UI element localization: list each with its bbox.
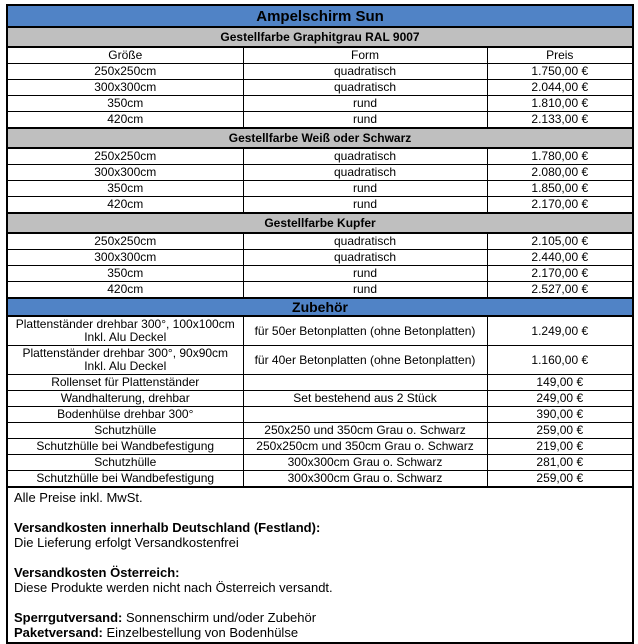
size-cell: 350cm [7, 181, 243, 197]
price-cell: 249,00 € [487, 391, 633, 407]
table-row [7, 165, 633, 181]
accessories-title: Zubehör [7, 298, 633, 316]
bulky-shipping-label: Sperrgutversand: [14, 610, 123, 625]
description-cell: für 40er Betonplatten (ohne Betonplatten) [243, 346, 487, 375]
description-cell: 250x250cm und 350cm Grau o. Schwarz [243, 439, 487, 455]
section-header-weiss-schwarz: Gestellfarbe Weiß oder Schwarz [7, 128, 633, 148]
price-cell: 281,00 € [487, 455, 633, 471]
form-cell: rund [243, 266, 487, 282]
item-cell: Wandhalterung, drehbar [7, 391, 243, 407]
section-header-kupfer: Gestellfarbe Kupfer [7, 213, 633, 233]
shipping-germany-text: Die Lieferung erfolgt Versandkostenfrei [14, 535, 239, 550]
parcel-shipping-text: Einzelbestellung von Bodenhülse [106, 625, 299, 640]
size-cell: 300x300cm [7, 250, 243, 266]
item-cell: Bodenhülse drehbar 300° [7, 407, 243, 423]
form-cell: quadratisch [243, 165, 487, 181]
price-cell: 1.249,00 € [487, 316, 633, 346]
vat-note: Alle Preise inkl. MwSt. [14, 490, 143, 505]
section-header-row-weiss-schwarz [7, 128, 633, 148]
form-cell: rund [243, 197, 487, 214]
table-row [7, 233, 633, 250]
price-cell: 2.133,00 € [487, 112, 633, 129]
item-cell: Schutzhülle bei Wandbefestigung [7, 471, 243, 488]
description-cell [243, 407, 487, 423]
accessory-row [7, 439, 633, 455]
size-cell: 420cm [7, 282, 243, 299]
price-cell: 219,00 € [487, 439, 633, 455]
section-header-graphitgrau: Gestellfarbe Graphitgrau RAL 9007 [7, 27, 633, 47]
form-cell: quadratisch [243, 64, 487, 80]
price-cell: 1.750,00 € [487, 64, 633, 80]
parcel-shipping-line [14, 625, 626, 640]
price-cell: 2.527,00 € [487, 282, 633, 299]
item-cell: Rollenset für Plattenständer [7, 375, 243, 391]
price-cell: 2.170,00 € [487, 266, 633, 282]
table-row [7, 148, 633, 165]
shipping-austria-text: Diese Produkte werden nicht nach Österreich versandt. [14, 580, 333, 595]
price-cell: 390,00 € [487, 407, 633, 423]
footer-row [7, 487, 633, 643]
form-cell: quadratisch [243, 250, 487, 266]
price-cell: 2.170,00 € [487, 197, 633, 214]
item-cell: Schutzhülle [7, 455, 243, 471]
accessory-row [7, 346, 633, 375]
footer-notes [7, 487, 633, 643]
form-cell: rund [243, 112, 487, 129]
table-row [7, 266, 633, 282]
item-line2: Inkl. Alu Deckel [84, 330, 167, 344]
size-cell: 350cm [7, 266, 243, 282]
table-row [7, 96, 633, 112]
price-cell: 2.080,00 € [487, 165, 633, 181]
item-cell: Schutzhülle [7, 423, 243, 439]
size-cell: 250x250cm [7, 233, 243, 250]
price-cell: 1.810,00 € [487, 96, 633, 112]
accessories-title-row [7, 298, 633, 316]
price-cell: 2.105,00 € [487, 233, 633, 250]
table-row [7, 112, 633, 129]
price-cell: 1.850,00 € [487, 181, 633, 197]
accessory-row [7, 316, 633, 346]
size-cell: 300x300cm [7, 165, 243, 181]
accessory-row [7, 423, 633, 439]
description-cell: für 50er Betonplatten (ohne Betonplatten) [243, 316, 487, 346]
item-cell [7, 346, 243, 375]
column-header-form: Form [243, 47, 487, 64]
description-cell: Set bestehend aus 2 Stück [243, 391, 487, 407]
table-row [7, 250, 633, 266]
table-row [7, 64, 633, 80]
item-cell [7, 316, 243, 346]
accessory-row [7, 391, 633, 407]
item-line1: Plattenständer drehbar 300°, 90x90cm [22, 346, 229, 360]
item-cell: Schutzhülle bei Wandbefestigung [7, 439, 243, 455]
section-header-row-graphitgrau [7, 27, 633, 47]
size-cell: 420cm [7, 112, 243, 129]
size-cell: 250x250cm [7, 148, 243, 165]
price-cell: 259,00 € [487, 423, 633, 439]
form-cell: rund [243, 181, 487, 197]
price-cell: 259,00 € [487, 471, 633, 488]
size-cell: 350cm [7, 96, 243, 112]
bulky-shipping-text: Sonnenschirm und/oder Zubehör [126, 610, 317, 625]
accessory-row [7, 471, 633, 488]
description-cell: 250x250 und 350cm Grau o. Schwarz [243, 423, 487, 439]
item-line1: Plattenständer drehbar 300°, 100x100cm [15, 317, 235, 331]
price-cell: 1.780,00 € [487, 148, 633, 165]
page-title: Ampelschirm Sun [7, 5, 633, 27]
table-title-row [7, 5, 633, 27]
shipping-germany-label: Versandkosten innerhalb Deutschland (Festland): [14, 520, 321, 535]
form-cell: rund [243, 96, 487, 112]
column-header-row [7, 47, 633, 64]
bulky-shipping-line [14, 610, 626, 625]
shipping-austria-label: Versandkosten Österreich: [14, 565, 180, 580]
price-cell: 2.440,00 € [487, 250, 633, 266]
size-cell: 420cm [7, 197, 243, 214]
price-cell: 2.044,00 € [487, 80, 633, 96]
price-cell: 149,00 € [487, 375, 633, 391]
size-cell: 250x250cm [7, 64, 243, 80]
accessory-row [7, 455, 633, 471]
table-row [7, 80, 633, 96]
description-cell: 300x300cm Grau o. Schwarz [243, 455, 487, 471]
price-table [6, 4, 634, 644]
form-cell: quadratisch [243, 148, 487, 165]
form-cell: quadratisch [243, 80, 487, 96]
accessory-row [7, 375, 633, 391]
parcel-shipping-label: Paketversand: [14, 625, 103, 640]
accessory-row [7, 407, 633, 423]
price-cell: 1.160,00 € [487, 346, 633, 375]
price-sheet [0, 4, 638, 640]
table-row [7, 181, 633, 197]
form-cell: rund [243, 282, 487, 299]
description-cell: 300x300cm Grau o. Schwarz [243, 471, 487, 488]
item-line2: Inkl. Alu Deckel [84, 359, 167, 373]
form-cell: quadratisch [243, 233, 487, 250]
description-cell [243, 375, 487, 391]
column-header-size: Größe [7, 47, 243, 64]
column-header-price: Preis [487, 47, 633, 64]
table-row [7, 282, 633, 299]
size-cell: 300x300cm [7, 80, 243, 96]
table-row [7, 197, 633, 214]
section-header-row-kupfer [7, 213, 633, 233]
